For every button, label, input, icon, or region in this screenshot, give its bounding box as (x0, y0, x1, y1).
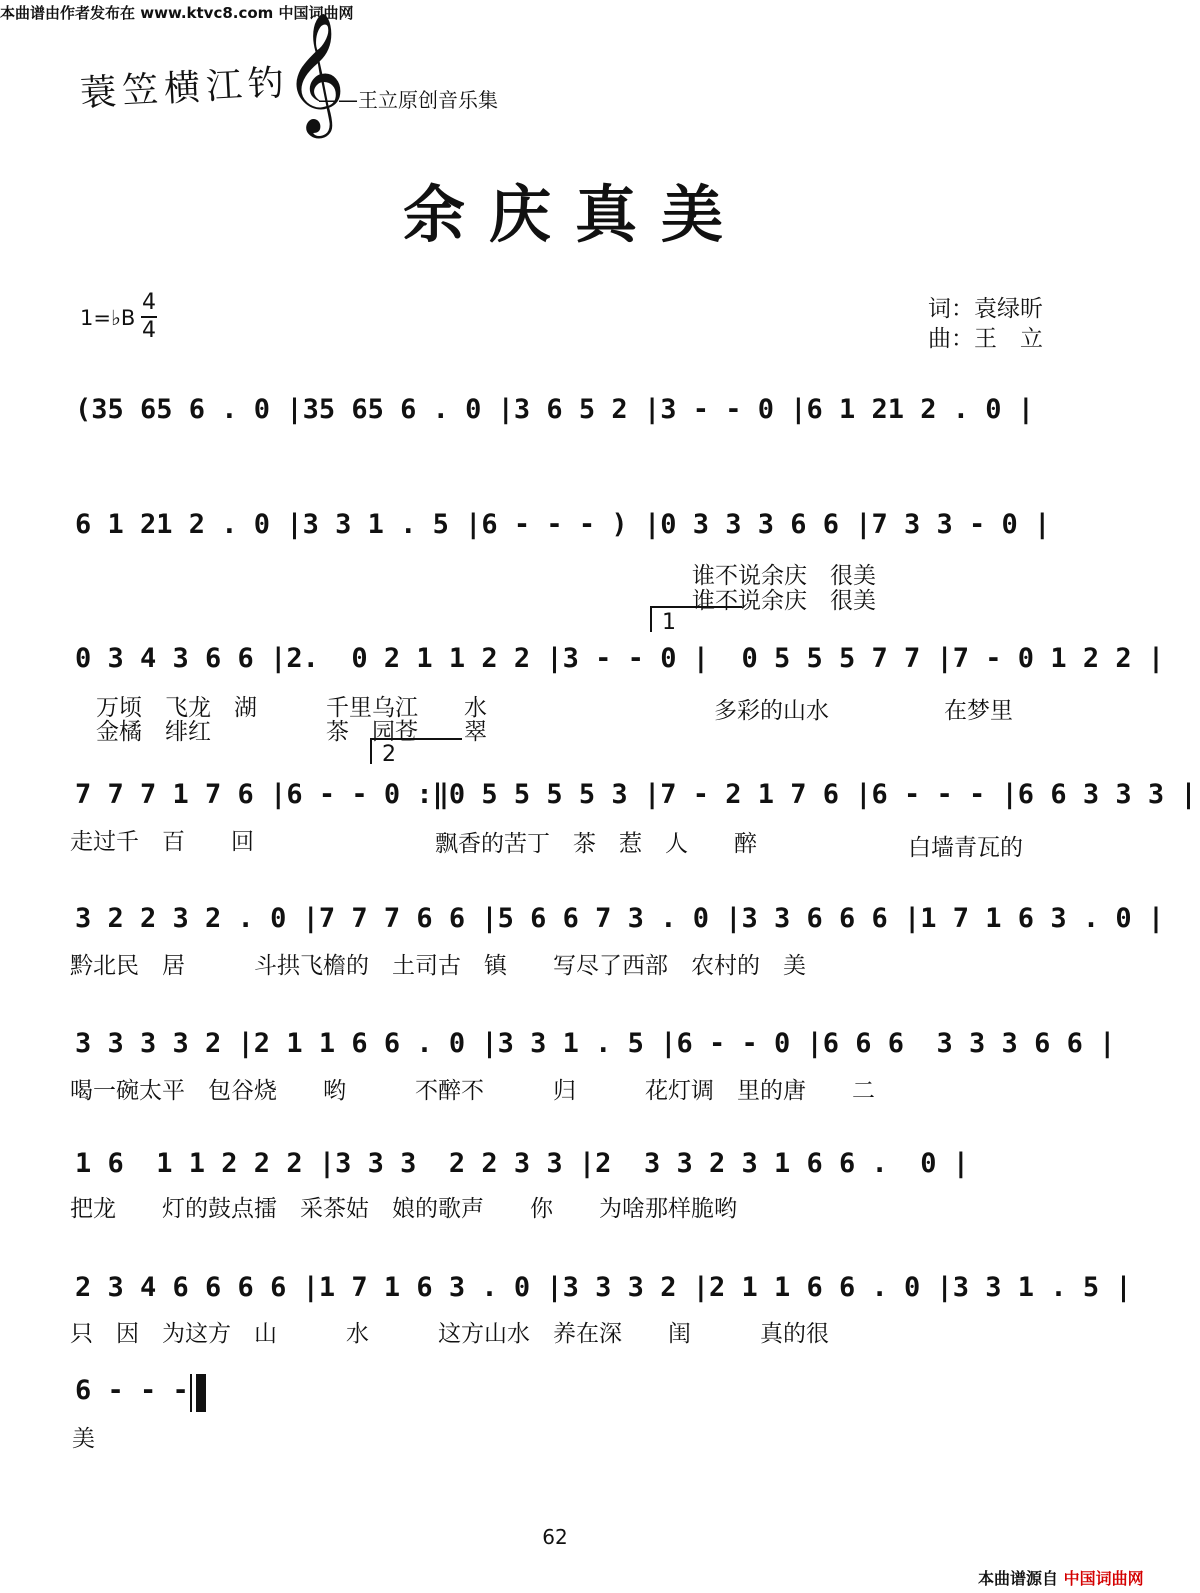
time-signature-top: 4 (142, 290, 156, 315)
song-title: 余庆真美 (402, 178, 747, 251)
top-watermark: 本曲谱由作者发布在 www.ktvc8.com 中国词曲网 (0, 4, 354, 22)
lyrics-row-2-verse-1: 谁不说余庆 很美 (692, 563, 876, 589)
lyrics-row-9: 美 (72, 1426, 95, 1452)
volta-second-ending: 2 (370, 738, 462, 764)
score-row-5: 3 2 2 3 2 . 0 |7 7 7 6 6 |5 6 6 7 3 . 0 |3 3 6 6 6 |1 7 1 6 3 . 0 | (75, 903, 1165, 934)
score-row-9: 6 - - - (75, 1375, 189, 1406)
composer-credit: 曲：王 立 (928, 326, 1043, 352)
lyrics-row-8: 只 因 为这方 山 水 这方山水 养在深 闺 真的很 (70, 1321, 829, 1347)
score-row-6: 3 3 3 3 2 |2 1 1 6 6 . 0 |3 3 1 . 5 |6 - - 0 |6 6 6 3 3 3 6 6 | (75, 1028, 1116, 1059)
lyrics-row-3-a: 万顷 飞龙 湖 千里乌江 水 (96, 695, 487, 721)
time-signature (141, 292, 157, 342)
collection-title: 蓑笠横江钓 (79, 62, 292, 115)
lyrics-row-3-verse-2: 金橘 绯红 茶 园苍 翠 (96, 719, 487, 745)
volta-first-ending: 1 (650, 606, 742, 632)
time-signature-bottom: 4 (142, 318, 156, 343)
bottom-watermark-prefix: 本曲谱源自 (978, 1569, 1059, 1588)
score-row-8: 2 3 4 6 6 6 6 |1 7 1 6 3 . 0 |3 3 3 2 |2 1 1 6 6 . 0 |3 3 1 . 5 | (75, 1272, 1132, 1303)
bottom-watermark-site: 中国词曲网 (1063, 1569, 1144, 1588)
lyricist-credit: 词：袁绿昕 (928, 296, 1043, 322)
score-row-2: 6 1 21 2 . 0 |3 3 1 . 5 |6 - - - ) |0 3 3 3 6 6 |7 3 3 - 0 | (75, 509, 1051, 540)
lyrics-row-5: 黔北民 居 斗拱飞檐的 土司古 镇 写尽了西部 农村的 美 (70, 953, 806, 979)
key-signature: 1=♭B (80, 306, 136, 330)
page-number: 62 (542, 1525, 568, 1549)
treble-clef-icon: 𝄞 (284, 11, 346, 133)
lyrics-row-2-verse-2: 谁不说余庆 很美 (692, 588, 876, 614)
lyrics-row-4-b: 飘香的苦丁 茶 惹 人 醉 (435, 831, 757, 857)
lyrics-row-3-b: 多彩的山水 在梦里 (714, 698, 1013, 724)
score-row-1: (35 65 6 . 0 |35 65 6 . 0 |3 6 5 2 |3 - - 0 |6 1 21 2 . 0 | (75, 394, 1035, 425)
lyrics-row-4-c: 白墙青瓦的 (908, 835, 1023, 861)
collection-subtitle: ——王立原创音乐集 (318, 88, 498, 112)
lyrics-row-4-a: 走过千 百 回 (70, 829, 254, 855)
score-row-4: 7 7 7 1 7 6 |6 - - 0 :‖0 5 5 5 5 3 |7 - 2 1 7 6 |6 - - - |6 6 3 3 3 | (75, 779, 1197, 810)
final-barline-thin (190, 1374, 192, 1412)
score-row-7: 1 6 1 1 2 2 2 |3 3 3 2 2 3 3 |2 3 3 2 3 1 6 6 . 0 | (75, 1148, 970, 1179)
bottom-watermark (978, 1566, 1144, 1589)
final-barline-thick (196, 1374, 206, 1412)
lyrics-row-7: 把龙 灯的鼓点擂 采茶姑 娘的歌声 你 为啥那样脆哟 (70, 1196, 737, 1222)
lyrics-row-6: 喝一碗太平 包谷烧 哟 不醉不 归 花灯调 里的唐 二 (70, 1078, 875, 1104)
score-row-3: 0 3 4 3 6 6 |2. 0 2 1 1 2 2 |3 - - 0 | 0 5 5 5 7 7 |7 - 0 1 2 2 | (75, 643, 1165, 674)
